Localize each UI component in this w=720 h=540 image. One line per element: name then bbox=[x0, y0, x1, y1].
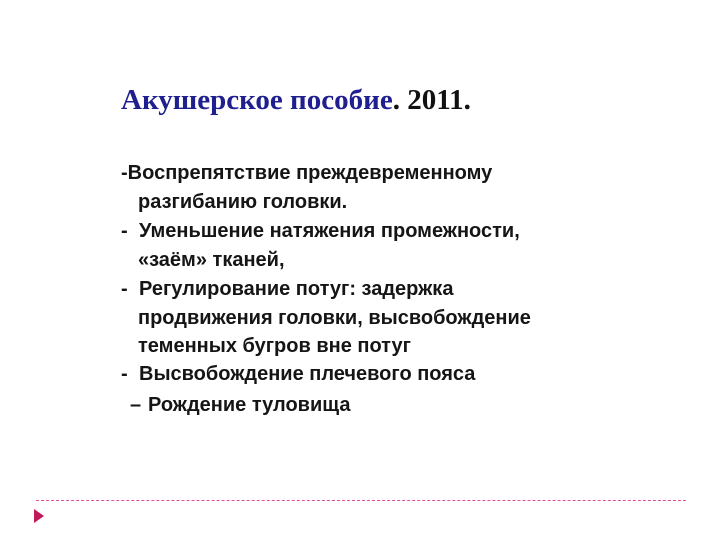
bullet-line-1 bbox=[121, 161, 492, 185]
bullet-text: разгибанию головки. bbox=[138, 191, 348, 213]
bullet-text: Воспрепятствие преждевременному bbox=[127, 162, 493, 184]
bullet-text: Уменьшение натяжения промежности, bbox=[139, 220, 520, 242]
bullet-dash: - bbox=[121, 363, 128, 385]
title-main: Акушерское пособие bbox=[121, 84, 393, 116]
bullet-dash: - bbox=[121, 220, 128, 242]
slide-title bbox=[121, 83, 471, 117]
bullet-text: «заём» тканей, bbox=[138, 249, 285, 271]
bullet-line-3 bbox=[121, 219, 520, 243]
bullet-line-4 bbox=[138, 248, 285, 272]
bullet-text: Рождение туловища bbox=[148, 394, 351, 416]
bullet-line-2 bbox=[138, 190, 347, 214]
bullet-line-6 bbox=[138, 306, 531, 330]
bullet-text: Регулирование потуг: задержка bbox=[139, 278, 454, 300]
footer-divider bbox=[36, 500, 686, 501]
bullet-text: Высвобождение плечевого пояса bbox=[139, 363, 476, 385]
bullet-text: теменных бугров вне потуг bbox=[138, 335, 411, 357]
bullet-line-8 bbox=[121, 362, 475, 386]
bullet-dash: – bbox=[130, 394, 142, 416]
bullet-text: продвижения головки, высвобождение bbox=[138, 307, 531, 329]
bullet-line-9 bbox=[130, 393, 351, 417]
title-year: . 2011. bbox=[392, 84, 471, 116]
bullet-dash: - bbox=[121, 278, 128, 300]
bullet-line-5 bbox=[121, 277, 453, 301]
triangle-arrow-icon bbox=[34, 509, 44, 523]
bullet-line-7 bbox=[138, 334, 411, 358]
bullet-dash: - bbox=[121, 162, 128, 184]
